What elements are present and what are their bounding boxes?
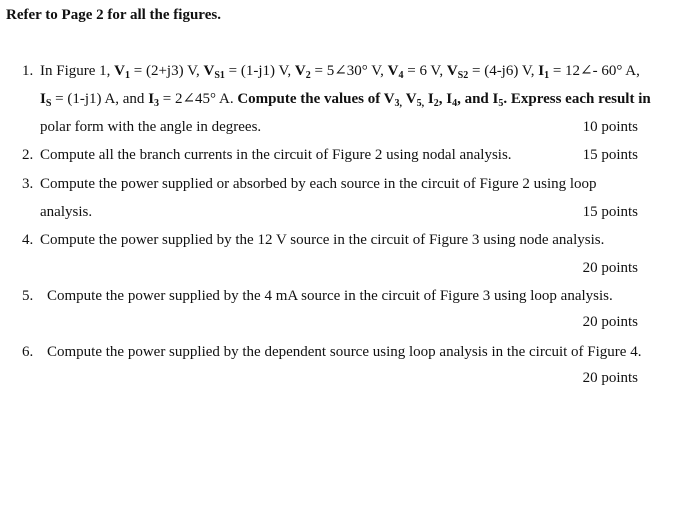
- q6-number: 6.: [22, 344, 34, 360]
- q4-number: 4.: [22, 232, 34, 248]
- q1-line-2: $I_S = (1-j1)$ A, and $I_3$ = 2∠45° A. Compute the values of $V_{3,}$ $V_{5,}$ $I_2$, $I_4$, and $I_5$. Express each result in: [40, 91, 651, 109]
- q1-line-1: In Figure 1, $V_1 = (2+j3)$ V, $V_{S1} = (1-j1)$ V, $V_2$ = 5∠30° V, $V_4 = 6$ V, $V_{S2} = (4-j6)$ V, $I_1$ = 12∠- 60° A,: [40, 63, 640, 81]
- q5-text: Compute the power supplied by the 4 mA source in the circuit of Figure 3 using loop analysis.: [47, 288, 613, 304]
- page-heading: Refer to Page 2 for all the figures.: [6, 7, 221, 23]
- q4-text: Compute the power supplied by the 12 V source in the circuit of Figure 3 using node analysis.: [40, 232, 605, 248]
- q6-text: Compute the power supplied by the dependent source using loop analysis in the circuit of Figure 4.: [47, 344, 642, 360]
- q3-points: 15 points: [582, 204, 638, 220]
- q4-points: 20 points: [582, 260, 638, 276]
- q6-points: 20 points: [582, 370, 638, 386]
- q2-number: 2.: [22, 147, 34, 163]
- q2-points: 15 points: [582, 147, 638, 163]
- q3-text: Compute the power supplied or absorbed by each source in the circuit of Figure 2 using loop: [40, 176, 597, 192]
- q1-points: 10 points: [582, 119, 638, 135]
- q1-number: 1.: [22, 63, 34, 79]
- q5-number: 5.: [22, 288, 34, 304]
- q3-text-2: analysis.: [40, 204, 93, 220]
- q2-text: Compute all the branch currents in the circuit of Figure 2 using nodal analysis.: [40, 147, 512, 163]
- q3-number: 3.: [22, 176, 34, 192]
- q1-line-3: polar form with the angle in degrees.: [40, 119, 262, 135]
- q5-points: 20 points: [582, 314, 638, 330]
